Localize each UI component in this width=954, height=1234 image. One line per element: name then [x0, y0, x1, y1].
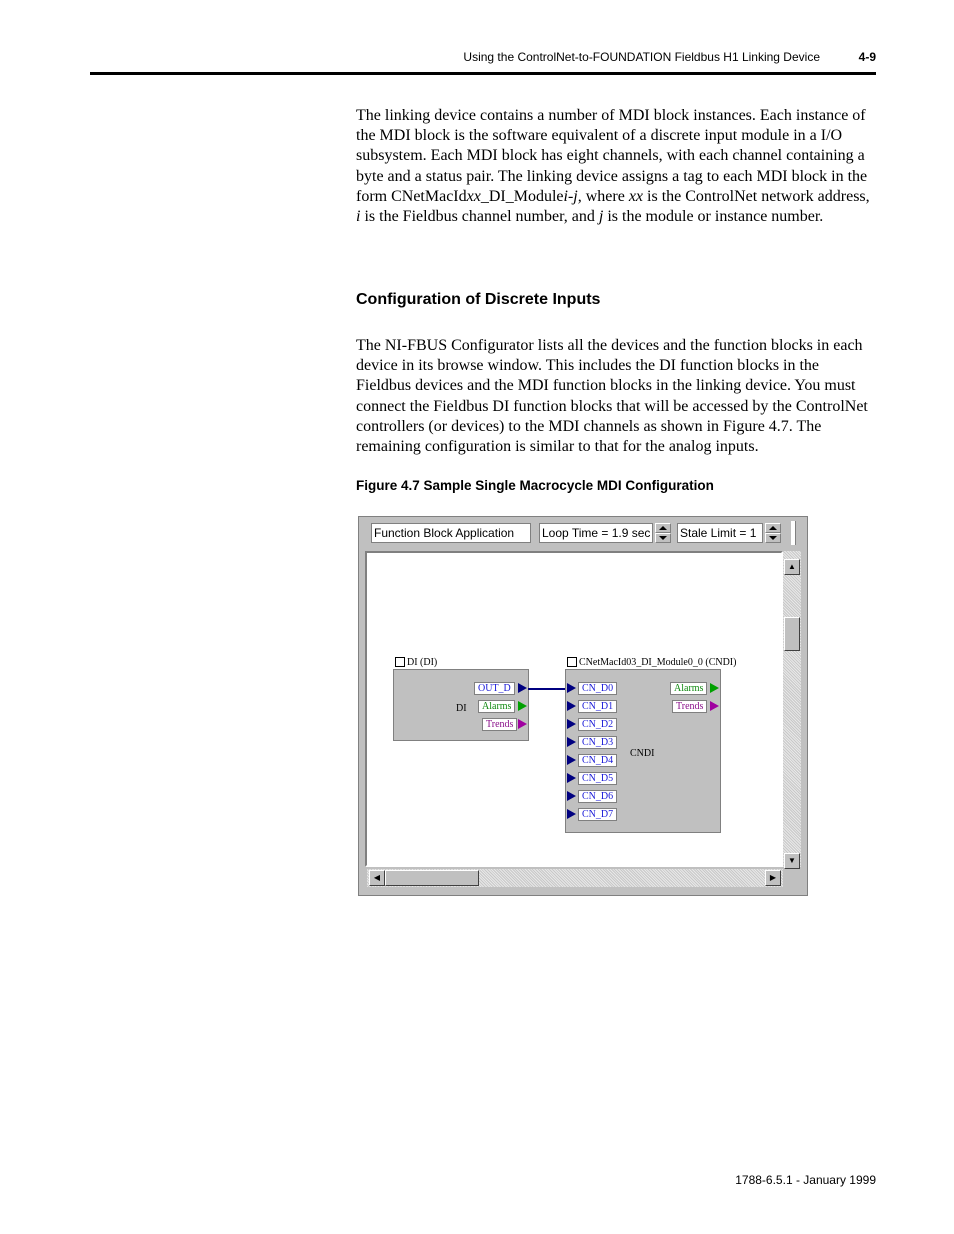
cndi-block-title: CNetMacId03_DI_Module0_0 (CNDI) [567, 657, 736, 668]
cndi-input-port[interactable]: CN_D5 [578, 772, 617, 785]
horizontal-scrollbar[interactable] [367, 869, 783, 887]
scroll-left-icon[interactable]: ◀ [369, 870, 385, 886]
block-canvas[interactable] [365, 551, 783, 867]
input-arrow-icon [567, 791, 576, 801]
intro-paragraph: The linking device contains a number of MDI block instances. Each instance of the MDI block is the software equivalent of a discrete input module in a I/O subsystem. Each MDI block has eight channels, with each channel containing a byte and a status pair. The linking device assigns a tag to each MDI block in the form CNetMacIdxx_DI_Modulei-j, where xx is the ControlNet network address, i is the Fieldbus channel number, and j is the module or instance number. [356, 107, 870, 226]
vertical-scrollbar[interactable] [783, 551, 801, 867]
header-title: Using the ControlNet-to-FOUNDATION Fieldbus H1 Linking Device [463, 50, 820, 64]
input-arrow-icon [567, 773, 576, 783]
spin-up-icon[interactable] [765, 523, 781, 533]
di-out-d-port[interactable]: OUT_D [474, 682, 515, 695]
loop-time-field[interactable]: Loop Time = 1.9 sec [539, 523, 653, 543]
input-arrow-icon [567, 701, 576, 711]
cndi-trends-port[interactable]: Trends [672, 700, 707, 713]
cndi-input-port[interactable]: CN_D3 [578, 736, 617, 749]
vertical-scroll-thumb[interactable] [784, 617, 800, 651]
toolbar-separator [791, 521, 796, 545]
spin-down-icon[interactable] [765, 533, 781, 543]
scroll-down-icon[interactable]: ▼ [784, 853, 800, 869]
page-footer: 1788-6.5.1 - January 1999 [735, 1173, 876, 1187]
input-arrow-icon [567, 737, 576, 747]
cndi-input-port[interactable]: CN_D6 [578, 790, 617, 803]
di-alarms-port[interactable]: Alarms [478, 700, 515, 713]
di-block-title: DI (DI) [395, 657, 437, 668]
cndi-input-port[interactable]: CN_D1 [578, 700, 617, 713]
section-paragraph: The NI-FBUS Configurator lists all the devices and the function blocks in each device in its browse window. This includes the DI function blocks in the Fieldbus devices and the MDI function blocks in the linking device. You must connect the Fieldbus DI function blocks that will be accessed by the ControlNet controllers (or devices) to the MDI channels as shown in Figure 4.7. The remaining configuration is similar to that for the analog inputs. [356, 337, 868, 456]
cndi-alarms-port[interactable]: Alarms [670, 682, 707, 695]
cndi-block-label: CNDI [630, 748, 655, 759]
cndi-input-port[interactable]: CN_D0 [578, 682, 617, 695]
spin-up-icon[interactable] [655, 523, 671, 533]
block-collapse-icon[interactable] [567, 657, 577, 667]
loop-time-spinner[interactable] [655, 523, 671, 543]
figure-caption: Figure 4.7 Sample Single Macrocycle MDI Configuration [356, 478, 714, 493]
cndi-input-port[interactable]: CN_D7 [578, 808, 617, 821]
page-number: 4-9 [858, 50, 876, 64]
input-arrow-icon [567, 755, 576, 765]
application-name-field[interactable]: Function Block Application [371, 523, 531, 543]
trends-arrow-icon [710, 701, 719, 711]
cndi-input-port[interactable]: CN_D4 [578, 754, 617, 767]
header-rule [90, 72, 876, 75]
block-collapse-icon[interactable] [395, 657, 405, 667]
horizontal-scroll-thumb[interactable] [385, 870, 479, 886]
trends-arrow-icon [518, 719, 527, 729]
spin-down-icon[interactable] [655, 533, 671, 543]
scroll-right-icon[interactable]: ▶ [765, 870, 781, 886]
alarms-arrow-icon [710, 683, 719, 693]
alarms-arrow-icon [518, 701, 527, 711]
di-trends-port[interactable]: Trends [482, 718, 517, 731]
stale-limit-spinner[interactable] [765, 523, 781, 543]
input-arrow-icon [567, 719, 576, 729]
scroll-up-icon[interactable]: ▲ [784, 559, 800, 575]
configurator-screenshot [358, 516, 808, 896]
cndi-input-port[interactable]: CN_D2 [578, 718, 617, 731]
output-arrow-icon [518, 683, 527, 693]
cndi-function-block[interactable] [565, 669, 721, 833]
section-heading: Configuration of Discrete Inputs [356, 291, 601, 308]
di-block-label: DI [456, 703, 467, 714]
connection-wire[interactable] [528, 688, 566, 690]
stale-limit-field[interactable]: Stale Limit = 1 [677, 523, 763, 543]
input-arrow-icon [567, 683, 576, 693]
input-arrow-icon [567, 809, 576, 819]
di-function-block[interactable] [393, 669, 529, 741]
